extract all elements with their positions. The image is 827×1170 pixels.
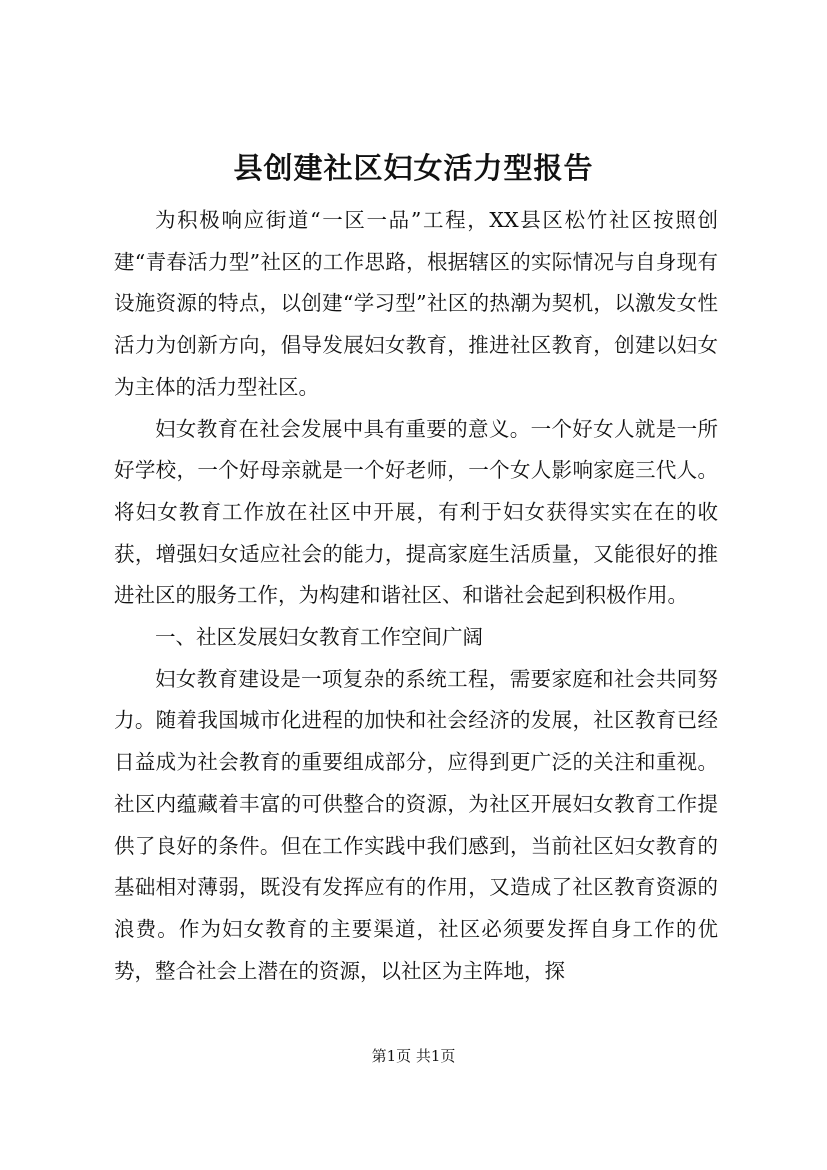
page-footer bbox=[0, 1045, 827, 1066]
paragraph-significance: 妇女教育在社会发展中具有重要的意义。一个好女人就是一所好学校，一个好母亲就是一个好老师，一个女人影响家庭三代人。将妇女教育工作放在社区中开展，有利于妇女获得实实在在的收获，增强妇女适应社会的能力，提高家庭生活质量，又能很好的推进社区的服务工作，为构建和谐社区、和谐社会起到积极作用。 bbox=[114, 416, 718, 608]
document-title: 县创建社区妇女活力型报告 bbox=[233, 151, 594, 185]
paragraph-intro: 为积极响应街道“一区一品”工程，XX县区松竹社区按照创建“青春活力型”社区的工作思路，根据辖区的实际情况与自身现有设施资源的特点，以创建“学习型”社区的热潮为契机，以激发女性活力为创新方向，倡导发展妇女教育，推进社区教育，创建以妇女为主体的活力型社区。 bbox=[114, 208, 718, 399]
page-number: 第1页 共1页 bbox=[371, 1047, 456, 1065]
section-heading-1: 一、社区发展妇女教育工作空间广阔 bbox=[155, 625, 483, 650]
document-body bbox=[114, 200, 718, 992]
paragraph-section-1: 妇女教育建设是一项复杂的系统工程，需要家庭和社会共同努力。随着我国城市化进程的加快和社会经济的发展，社区教育已经日益成为社会教育的重要组成部分，应得到更广泛的关注和重视。社区内蕴藏着丰富的可供整合的资源，为社区开展妇女教育工作提供了良好的条件。但在工作实践中我们感到，当前社区妇女教育的基础相对薄弱，既没有发挥应有的作用，又造成了社区教育资源的浪费。作为妇女教育的主要渠道，社区必须要发挥自身工作的优势，整合社会上潜在的资源，以社区为主阵地，探 bbox=[114, 666, 718, 983]
